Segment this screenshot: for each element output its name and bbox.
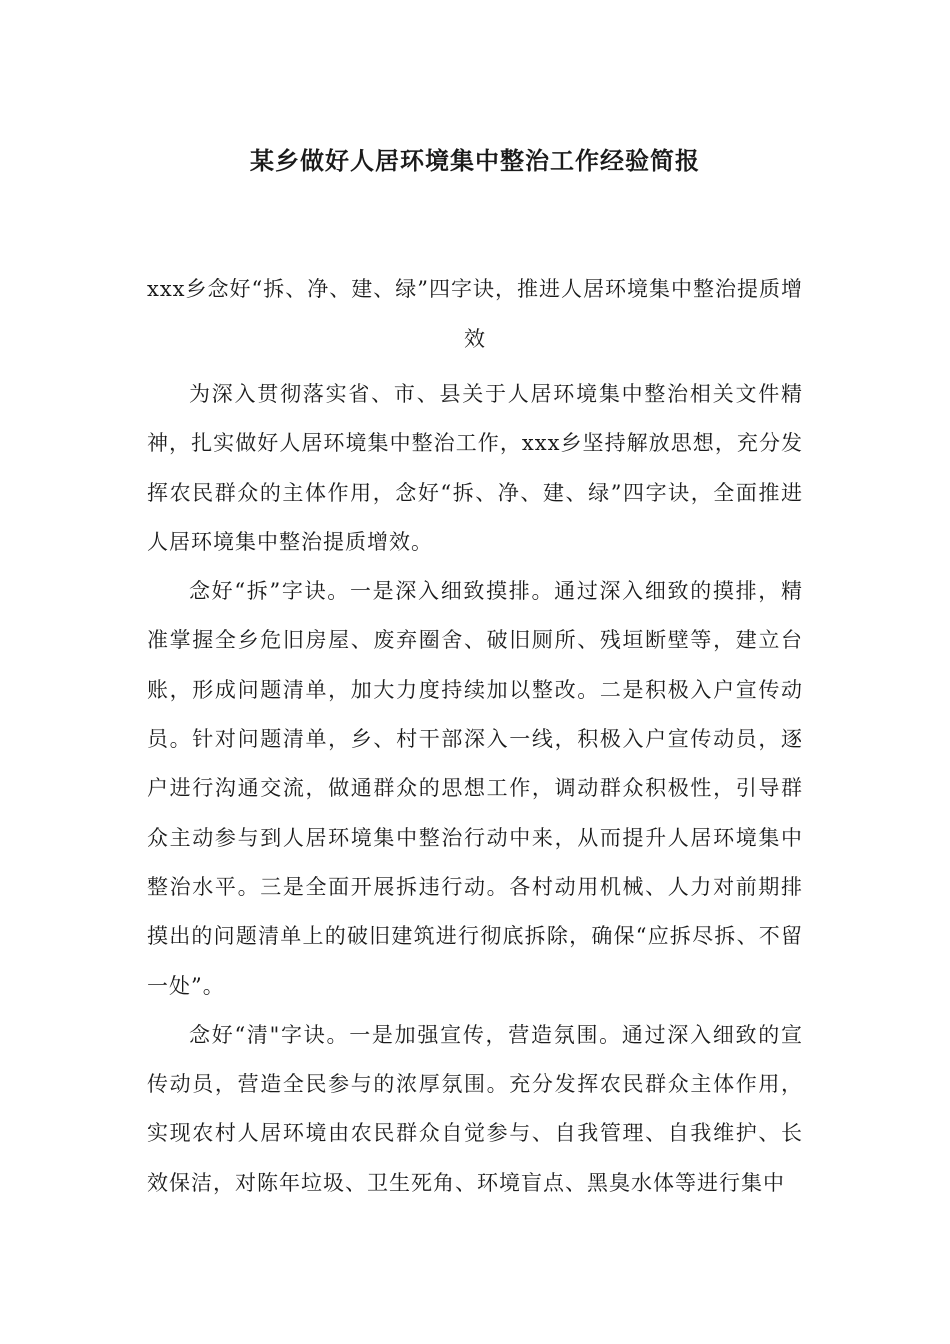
- document-title: 某乡做好人居环境集中整治工作经验简报: [250, 146, 700, 175]
- paragraph-intro: 为深入贯彻落实省、市、县关于人居环境集中整治相关文件精神，扎实做好人居环境集中整治工作，xxx乡坚持解放思想，充分发挥农民群众的主体作用，念好“拆、净、建、绿”四字诀，全面推进人居环境集中整治提质增效。: [147, 382, 803, 554]
- paragraph-chai: 念好“拆”字诀。一是深入细致摸排。通过深入细致的摸排，精准掌握全乡危旧房屋、废弃圈舍、破旧厕所、残垣断壁等，建立台账，形成问题清单，加大力度持续加以整改。二是积极入户宣传动员。针对问题清单，乡、村干部深入一线，积极入户宣传动员，逐户进行沟通交流，做通群众的思想工作，调动群众积极性，引导群众主动参与到人居环境集中整治行动中来，从而提升人居环境集中整治水平。三是全面开展拆违行动。各村动用机械、人力对前期排摸出的问题清单上的破旧建筑进行彻底拆除，确保“应拆尽拆、不留一处”。: [147, 579, 803, 998]
- document-body: [147, 370, 803, 1208]
- document-subtitle: xxx乡念好“拆、净、建、绿”四字诀，推进人居环境集中整治提质增效: [147, 277, 803, 351]
- paragraph-qing: 念好“清"字诀。一是加强宣传，营造氛围。通过深入细致的宣传动员，营造全民参与的浓厚氛围。充分发挥农民群众主体作用，实现农村人居环境由农民群众自觉参与、自我管理、自我维护、长效保洁，对陈年垃圾、卫生死角、环境盲点、黑臭水体等进行集中: [147, 1022, 803, 1195]
